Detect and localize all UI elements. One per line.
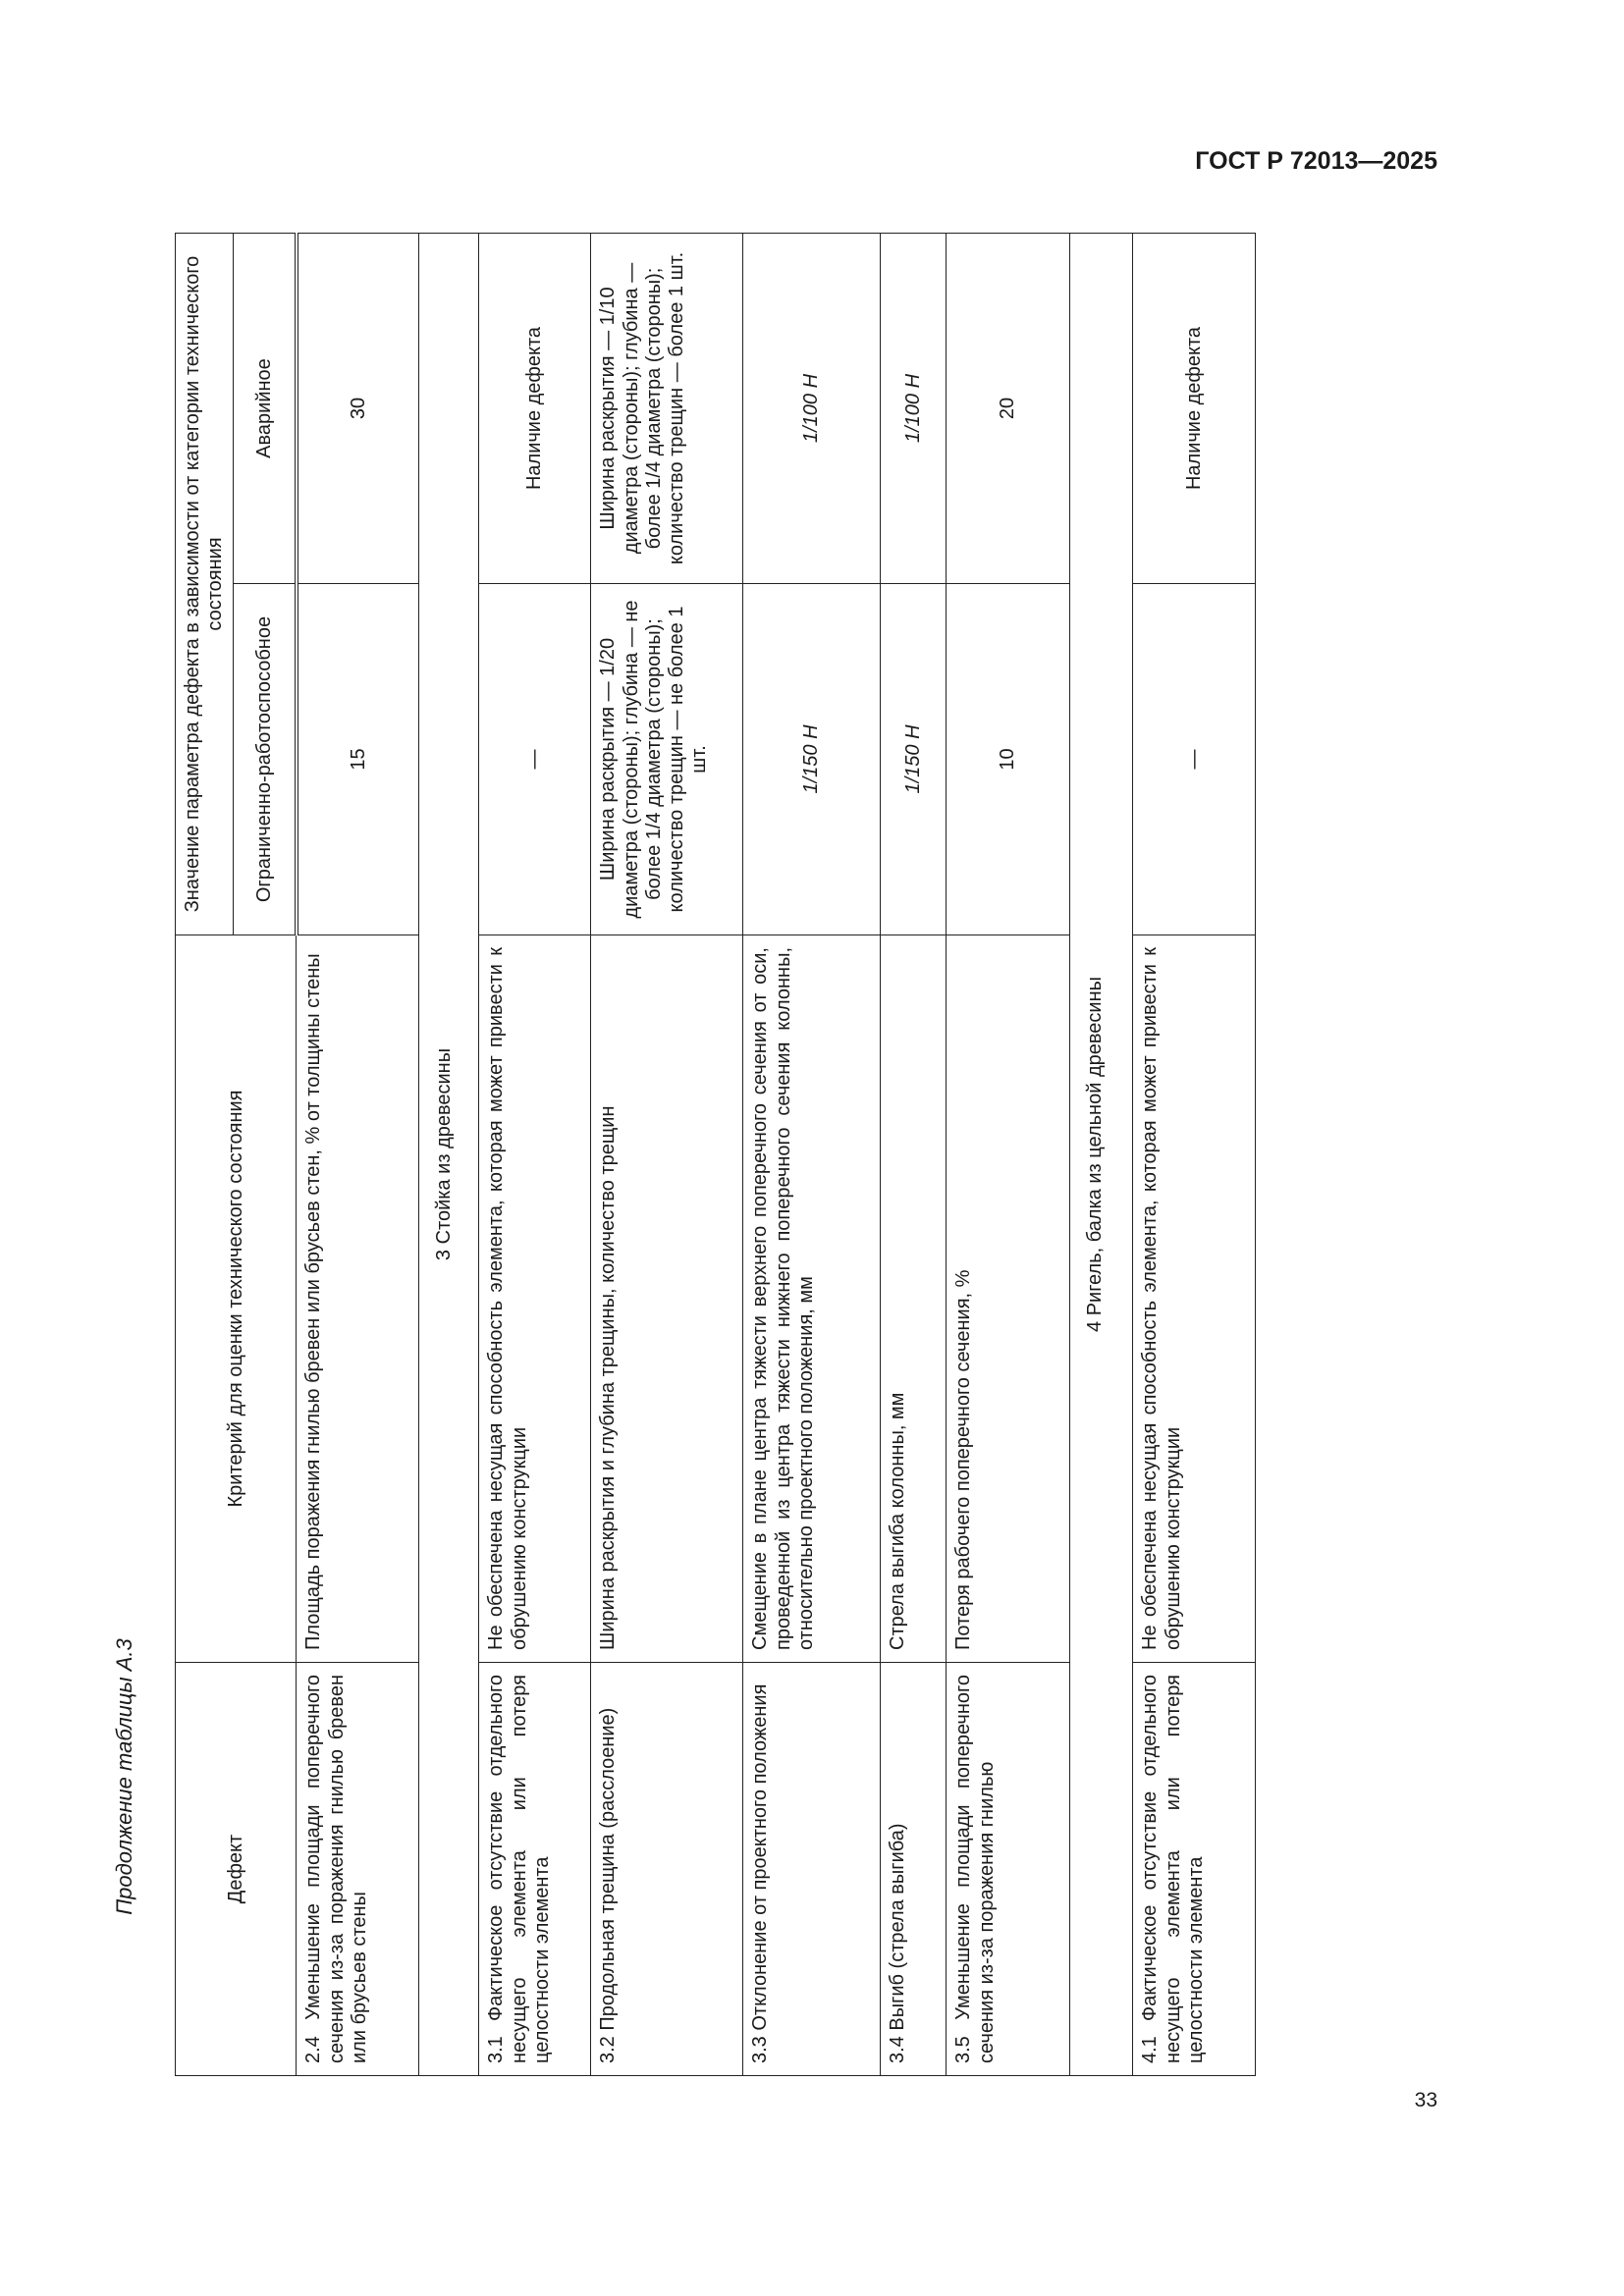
cell-criterion: Потеря рабочего поперечного сечения, % (947, 935, 1070, 1663)
section-title: 3 Стойка из древесины (419, 233, 479, 2075)
header-criterion: Критерий для оценки технического состояния (176, 935, 297, 1663)
page-number: 33 (1414, 2089, 1437, 2111)
cell-defect: 4.1 Фактическое отсутствие отдельного несущего элемента или потеря целостности элемента (1133, 1663, 1256, 2076)
table-caption: Продолжение таблицы А.3 (112, 1638, 136, 1915)
document-standard-header: ГОСТ Р 72013—2025 (1195, 147, 1437, 175)
cell-defect: 3.1 Фактическое отсутствие отдельного несущего элемента или потеря целостности элемента (479, 1663, 591, 2076)
header-parameter-value: Значение параметра дефекта в зависимости от категории технического состояния (176, 233, 234, 934)
section-row (419, 233, 479, 2075)
section-row (1070, 233, 1133, 2075)
cell-defect: 3.3 Отклонение от проектного положения (743, 1663, 881, 2076)
cell-emergency: Наличие дефекта (479, 233, 591, 583)
cell-limited: 10 (947, 584, 1070, 935)
cell-limited: 15 (297, 584, 419, 935)
header-defect: Дефект (176, 1663, 297, 2076)
defects-table (175, 233, 1256, 2076)
cell-criterion: Не обеспечена несущая способность элемента, которая может привести к обрушению конструкции (479, 935, 591, 1663)
cell-limited: — (479, 584, 591, 935)
defects-table-wrapper (175, 234, 1414, 2076)
cell-criterion: Стрела выгиба колонны, мм (881, 935, 947, 1663)
cell-criterion: Площадь поражения гнилью бревен или брусьев стен, % от толщины стены (297, 935, 419, 1663)
table-row (479, 233, 591, 2075)
cell-limited: Ширина раскрытия — 1/20 диаметра (стороны); глубина — не более 1/4 диаметра (стороны); количество трещин — не более 1 шт. (591, 584, 743, 935)
cell-emergency: 1/100 Н (881, 233, 947, 583)
table-row (1133, 233, 1256, 2075)
cell-limited: 1/150 Н (881, 584, 947, 935)
table-caption-zone (100, 1472, 149, 2081)
cell-criterion: Не обеспечена несущая способность элемента, которая может привести к обрушению конструкции (1133, 935, 1256, 1663)
cell-defect: 2.4 Уменьшение площади поперечного сечения из-за поражения гнилью бревен или брусьев стены (297, 1663, 419, 2076)
cell-emergency: 1/100 Н (743, 233, 881, 583)
cell-defect: 3.5 Уменьшение площади поперечного сечения из-за поражения гнилью (947, 1663, 1070, 2076)
cell-limited: — (1133, 584, 1256, 935)
table-row (881, 233, 947, 2075)
table-row (591, 233, 743, 2075)
cell-emergency: 30 (297, 233, 419, 583)
header-emergency: Аварийное (234, 233, 297, 583)
table-row (743, 233, 881, 2075)
section-title: 4 Ригель, балка из цельной древесины (1070, 233, 1133, 2075)
cell-limited: 1/150 Н (743, 584, 881, 935)
defects-table-rotated (175, 234, 1414, 2076)
cell-defect: 3.4 Выгиб (стрела выгиба) (881, 1663, 947, 2076)
table-row (297, 233, 419, 2075)
cell-emergency: 20 (947, 233, 1070, 583)
cell-emergency: Наличие дефекта (1133, 233, 1256, 583)
cell-criterion: Ширина раскрытия и глубина трещины, количество трещин (591, 935, 743, 1663)
cell-emergency: Ширина раскрытия — 1/10 диаметра (стороны); глубина — более 1/4 диаметра (стороны); количество трещин — более 1 шт. (591, 233, 743, 583)
cell-criterion: Смещение в плане центра тяжести верхнего поперечного сечения от оси, проведенной из центра тяжести нижнего поперечного сечения колонны, относительно проектного положения, мм (743, 935, 881, 1663)
header-limited-operational: Ограниченно-работоспособное (234, 584, 297, 935)
cell-defect: 3.2 Продольная трещина (расслоение) (591, 1663, 743, 2076)
table-row (947, 233, 1070, 2075)
